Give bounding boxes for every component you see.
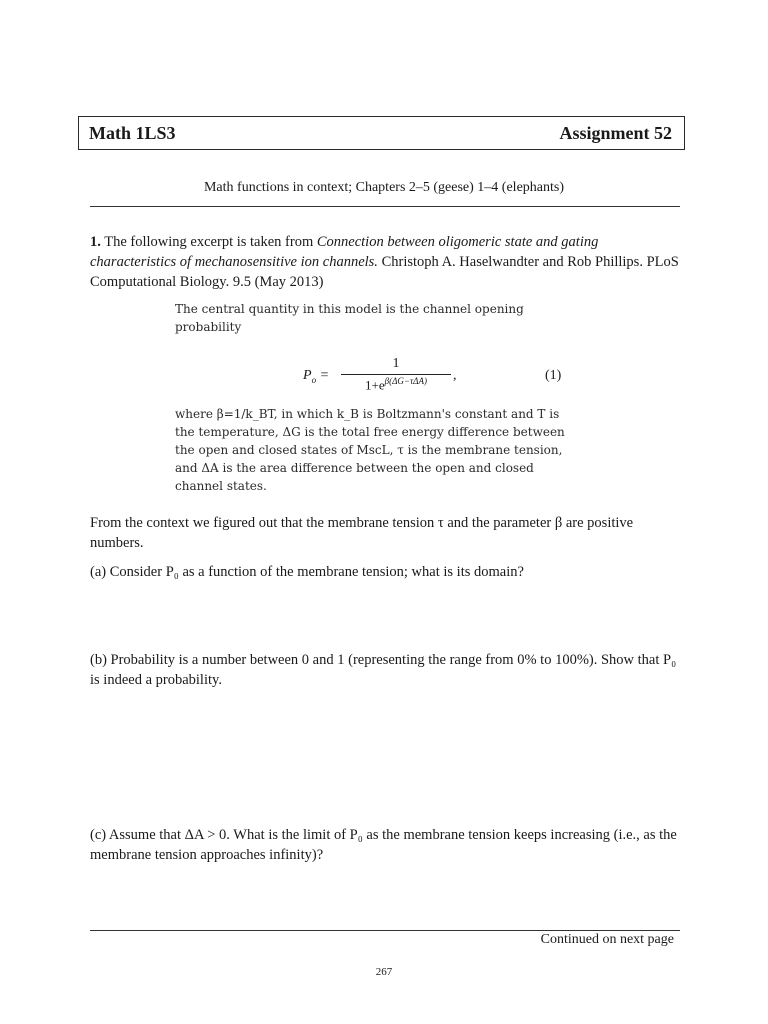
assignment-title: Assignment 52 xyxy=(559,122,672,143)
part-c: (c) Assume that ΔA > 0. What is the limit of P₀ as the membrane tension keeps increasing (i.e., as the membrane tension approaches infinity)? xyxy=(90,827,677,863)
question-number: 1. xyxy=(90,234,101,250)
citation-text: Christoph A. Haselwandter and Rob Phillips. PLoS Computational Biology. 9.5 (May 2013) xyxy=(90,254,679,290)
course-title: Math 1LS3 xyxy=(89,122,176,143)
top-divider xyxy=(90,206,680,207)
equation-fraction xyxy=(341,356,451,393)
article-title: Connection between oligomeric state and gating characteristics of mechanosensitive ion channels. xyxy=(90,234,599,270)
excerpt-text-2: where β=1/k_BT, in which k_B is Boltzmann's constant and T is the temperature, ΔG is the total free energy difference between the open and closed states of MscL, τ is the membrane tension, and ΔA is the area difference between the open and closed channel states. xyxy=(175,407,565,493)
part-a: (a) Consider P₀ as a function of the membrane tension; what is its domain? xyxy=(90,564,524,580)
equation-numerator: 1 xyxy=(392,356,400,371)
equation-denominator: $1+e^{\beta(\Delta G-\tau\Delta A)}$ xyxy=(365,376,427,393)
page-number: 267 xyxy=(375,966,393,978)
subtitle: Math functions in context; Chapters 2–5 (geese) 1–4 (elephants) xyxy=(203,180,564,195)
bottom-divider xyxy=(90,930,680,931)
equation-label: (1) xyxy=(545,368,562,383)
question-1-intro xyxy=(90,232,680,292)
fraction-bar xyxy=(341,374,451,375)
continued-note: Continued on next page xyxy=(540,932,674,947)
header-box xyxy=(78,116,685,150)
excerpt-text-1: The central quantity in this model is the channel opening probability xyxy=(175,302,524,334)
part-b: (b) Probability is a number between 0 and 1 (representing the range from 0% to 100%). Show that P₀ is indeed a probability. xyxy=(90,652,677,688)
equation-1: $P_o$ = 1 $1+e^{\beta(\Delta G-\tau\Delta A)}$ , (1) xyxy=(303,356,562,393)
context-text: From the context we figured out that the membrane tension τ and the parameter β are positive numbers. xyxy=(90,515,634,551)
equation-lhs: $P_o$ = xyxy=(303,368,330,385)
intro-text: The following excerpt is taken from xyxy=(104,234,314,250)
